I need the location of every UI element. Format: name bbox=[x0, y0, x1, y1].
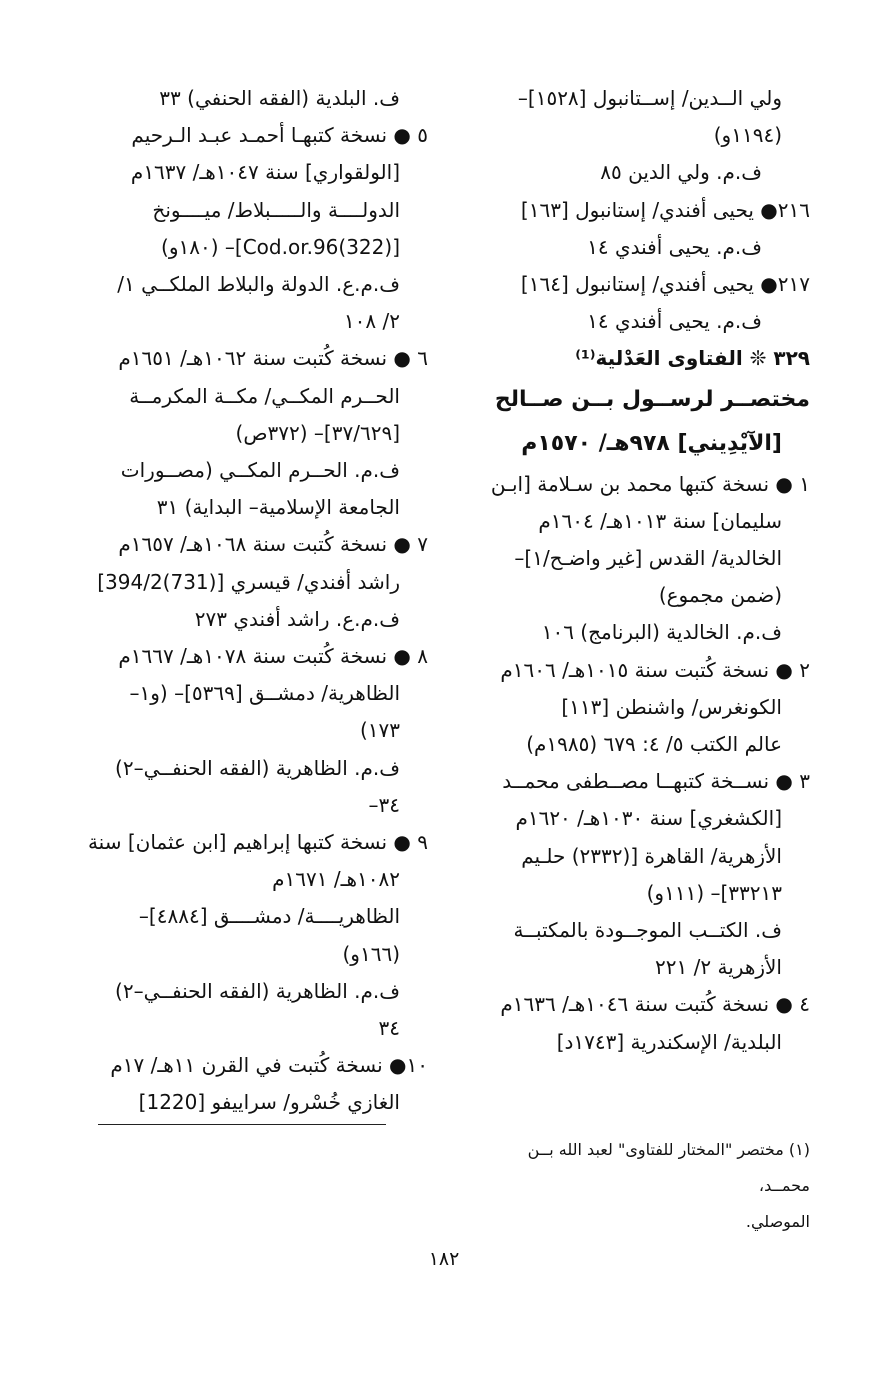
right-column-line: الكونغرس/ واشنطن [١١٣] bbox=[561, 694, 782, 719]
right-column-line: ٣٣٢١٣]– (١١١و) bbox=[646, 880, 782, 905]
left-column-line: ١٠● نسخة كُتبت في القرن ١١هـ/ ١٧م bbox=[110, 1053, 428, 1078]
footnote-line-1: (١) مختصر "المختار للفتاوى" لعبد الله بــن محمــد، bbox=[527, 1140, 810, 1195]
left-column-line: ٧ ● نسخة كُتبت سنة ١٠٦٨هـ/ ١٦٥٧م bbox=[118, 532, 428, 557]
footnote bbox=[490, 1132, 810, 1240]
right-column-line: ف.م. الخالدية (البرنامج) ١٠٦ bbox=[541, 620, 782, 645]
right-column-line: ف. الكتــب الموجــودة بالمكتبــة bbox=[513, 918, 782, 943]
footnote-separator bbox=[98, 1124, 386, 1125]
left-column-line: ٣٤– bbox=[368, 792, 400, 817]
right-column-line: عالم الكتب ٥/ ٤: ٦٧٩ (١٩٨٥م) bbox=[526, 732, 782, 757]
left-column-line: [٣٧/٦٢٩]– (٣٧٢ص) bbox=[235, 420, 400, 445]
left-column-line: الغازي خُسْرو/ سراييفو [1220] bbox=[138, 1090, 400, 1115]
left-column-line: ف.م. الحــرم المكــي (مصــورات bbox=[120, 458, 400, 483]
left-column-line: (١٦٦و) bbox=[342, 941, 400, 966]
left-column-line: ف.م. الظاهرية (الفقه الحنفــي–٢) bbox=[115, 755, 400, 780]
right-column-line: الخالدية/ القدس [غير واضـح/١]– bbox=[514, 546, 782, 571]
left-column bbox=[78, 80, 428, 1122]
left-column-line: ٦ ● نسخة كُتبت سنة ١٠٦٢هـ/ ١٦٥١م bbox=[118, 346, 428, 371]
right-column-line: ٢ ● نسخة كُتبت سنة ١٠١٥هـ/ ١٦٠٦م bbox=[500, 657, 810, 682]
left-column-line: ٩ ● نسخة كتبها إبراهيم [ابن عثمان] سنة bbox=[87, 830, 428, 855]
left-column-line: ٣٤ bbox=[378, 1016, 400, 1041]
left-column-line: الظاهريــــة/ دمشــــق [٤٨٨٤]– bbox=[138, 904, 400, 929]
right-column-line: سليمان] سنة ١٠١٣هـ/ ١٦٠٤م bbox=[538, 508, 782, 533]
left-column-line: الجامعة الإسلامية– البداية) ٣١ bbox=[156, 495, 400, 520]
left-column-line: ١٠٨٢هـ/ ١٦٧١م bbox=[272, 867, 400, 892]
right-column-line: ولي الــدين/ إســتانبول [١٥٢٨]– bbox=[517, 86, 782, 110]
left-column-line: راشد أفندي/ قيسري [(731)394/2] bbox=[97, 569, 400, 594]
left-column-line: الظاهرية/ دمشــق [٥٣٦٩]– (و١– bbox=[129, 681, 400, 706]
left-column-line: ف. البلدية (الفقه الحنفي) ٣٣ bbox=[159, 86, 400, 110]
right-column-line: البلدية/ الإسكندرية [١٧٤٣د] bbox=[556, 1029, 782, 1054]
left-column-line: ١٧٣) bbox=[359, 718, 400, 743]
right-column-line: ف.م. يحيى أفندي ١٤ bbox=[587, 309, 762, 334]
left-column-line: ف.م.ع. راشد أفندي ٢٧٣ bbox=[194, 606, 400, 631]
right-column-line: ٢١٧● يحيى أفندي/ إستانبول [١٦٤] bbox=[520, 272, 810, 297]
footnote-line-2: الموصلي. bbox=[745, 1212, 810, 1231]
left-column-line: الحــرم المكــي/ مكــة المكرمــة bbox=[129, 383, 400, 408]
right-column-line: ٢١٦● يحيى أفندي/ إستانبول [١٦٣] bbox=[520, 197, 810, 222]
right-column-line: ف.م. يحيى أفندي ١٤ bbox=[587, 234, 762, 259]
right-column-line: الأزهرية/ القاهرة [(٢٣٣٢) حلـيم bbox=[521, 843, 782, 868]
right-column-line: الأزهرية ٢/ ٢٢١ bbox=[655, 955, 782, 980]
right-column-line: ٣ ● نســخة كتبهــا مصــطفى محمــد bbox=[502, 769, 810, 794]
right-column-line: مختصــر لرســول بــن صــالح bbox=[494, 386, 810, 412]
left-column-line: ف.م.ع. الدولة والبلاط الملكــي ١/ bbox=[117, 272, 400, 297]
right-column-line: [الكشغري] سنة ١٠٣٠هـ/ ١٦٢٠م bbox=[515, 806, 782, 831]
right-column-line: (١١٩٤و) bbox=[713, 123, 782, 148]
right-column-line: ٣٢٩ ❊ الفتاوى العَدْلية⁽¹⁾ bbox=[575, 346, 810, 371]
left-column-line: الدولــــة والـــــبلاط/ ميــــونخ bbox=[152, 197, 400, 222]
left-column-line: ف.م. الظاهرية (الفقه الحنفــي–٢) bbox=[115, 978, 400, 1003]
right-column-line: (ضمن مجموع) bbox=[658, 583, 782, 608]
left-column-line: ٨ ● نسخة كُتبت سنة ١٠٧٨هـ/ ١٦٦٧م bbox=[118, 644, 428, 669]
left-column-line: ٥ ● نسخة كتبهـا أحمـد عبـد الـرحيم bbox=[131, 123, 428, 148]
right-column-line: ٤ ● نسخة كُتبت سنة ١٠٤٦هـ/ ١٦٣٦م bbox=[500, 992, 810, 1017]
left-column-line: [(322)Cod.or.96]– (١٨٠و) bbox=[161, 234, 400, 259]
right-column bbox=[450, 80, 810, 1061]
right-column-line: [الآيْدِيني] ٩٧٨هـ/ ١٥٧٠م bbox=[521, 430, 782, 456]
right-column-line: ف.م. ولي الدين ٨٥ bbox=[600, 160, 762, 185]
right-column-line: ١ ● نسخة كتبها محمد بن سـلامة [ابـن bbox=[490, 471, 810, 496]
left-column-line: [الولقواري] سنة ١٠٤٧هـ/ ١٦٣٧م bbox=[130, 160, 400, 185]
left-column-line: ٢/ ١٠٨ bbox=[343, 309, 400, 334]
page-number: ١٨٢ bbox=[428, 1248, 460, 1270]
